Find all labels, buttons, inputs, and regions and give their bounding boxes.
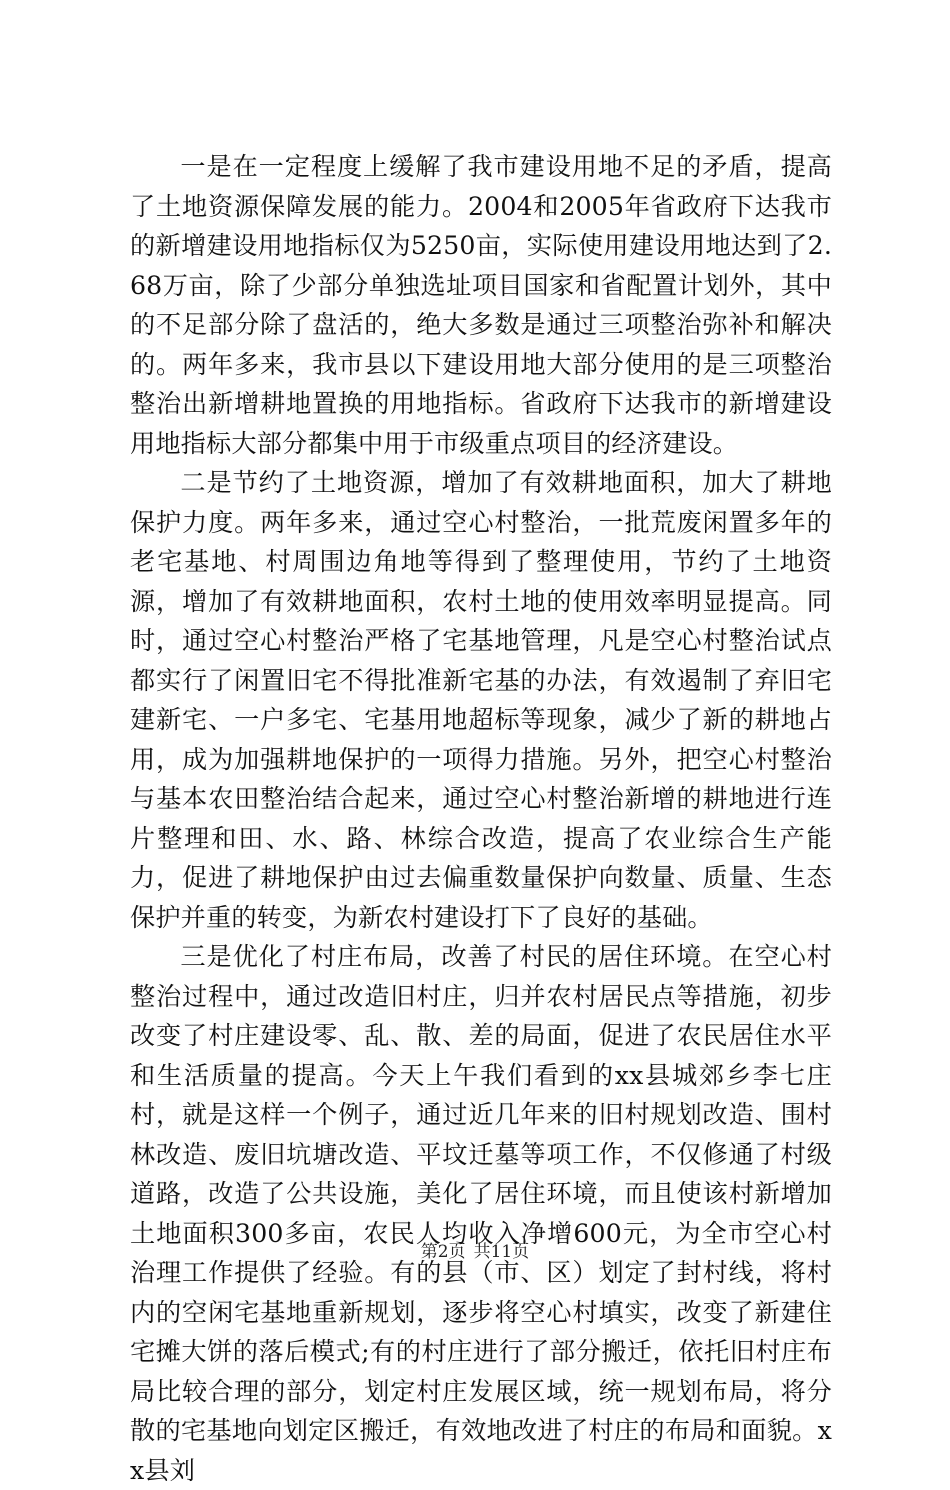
paragraph-3: 三是优化了村庄布局，改善了村民的居住环境。在空心村整治过程中，通过改造旧村庄，归并农村居民点等措施，初步改变了村庄建设零、乱、散、差的局面，促进了农民居住水平和生活质量的提高。今天上午我们看到的xx县城郊乡李七庄村，就是这样一个例子，通过近几年来的旧村规划改造、围村林改造、废旧坑塘改造、平坟迁墓等项工作，不仅修通了村级道路，改造了公共设施，美化了居住环境，而且使该村新增加土地面积300多亩，农民人均收入净增600元，为全市空心村治理工作提供了经验。有的县（市、区）划定了封村线，将村内的空闲宅基地重新规划，逐步将空心村填实，改变了新建住宅摊大饼的落后模式;有的村庄进行了部分搬迁，依托旧村庄布局比较合理的部分，划定村庄发展区域，统一规划布局，将分散的宅基地向划定区搬迁，有效地改进了村庄的布局和面貌。xx县刘	[130, 942, 832, 1485]
page-number-total: 共11页	[473, 1242, 530, 1262]
paragraph-2: 二是节约了土地资源，增加了有效耕地面积，加大了耕地保护力度。两年多来，通过空心村整治，一批荒废闲置多年的老宅基地、村周围边角地等得到了整理使用，节约了土地资源，增加了有效耕地面积，农村土地的使用效率明显提高。同时，通过空心村整治严格了宅基地管理，凡是空心村整治试点都实行了闲置旧宅不得批准新宅基的办法，有效遏制了弃旧宅建新宅、一户多宅、宅基用地超标等现象，减少了新的耕地占用，成为加强耕地保护的一项得力措施。另外，把空心村整治与基本农田整治结合起来，通过空心村整治新增的耕地进行连片整理和田、水、路、林综合改造，提高了农业综合生产能力，促进了耕地保护由过去偏重数量保护向数量、质量、生态保护并重的转变，为新农村建设打下了良好的基础。	[130, 468, 832, 932]
document-body	[130, 147, 832, 1490]
paragraph-1: 一是在一定程度上缓解了我市建设用地不足的矛盾，提高了土地资源保障发展的能力。2004和2005年省政府下达我市的新增建设用地指标仅为5250亩，实际使用建设用地达到了2.68万亩，除了少部分单独选址项目国家和省配置计划外，其中的不足部分除了盘活的，绝大多数是通过三项整治弥补和解决的。两年多来，我市县以下建设用地大部分使用的是三项整治整治出新增耕地置换的用地指标。省政府下达我市的新增建设用地指标大部分都集中用于市级重点项目的经济建设。	[130, 152, 832, 458]
page-footer	[0, 1240, 950, 1264]
page-number-current: 第2页	[420, 1242, 466, 1262]
